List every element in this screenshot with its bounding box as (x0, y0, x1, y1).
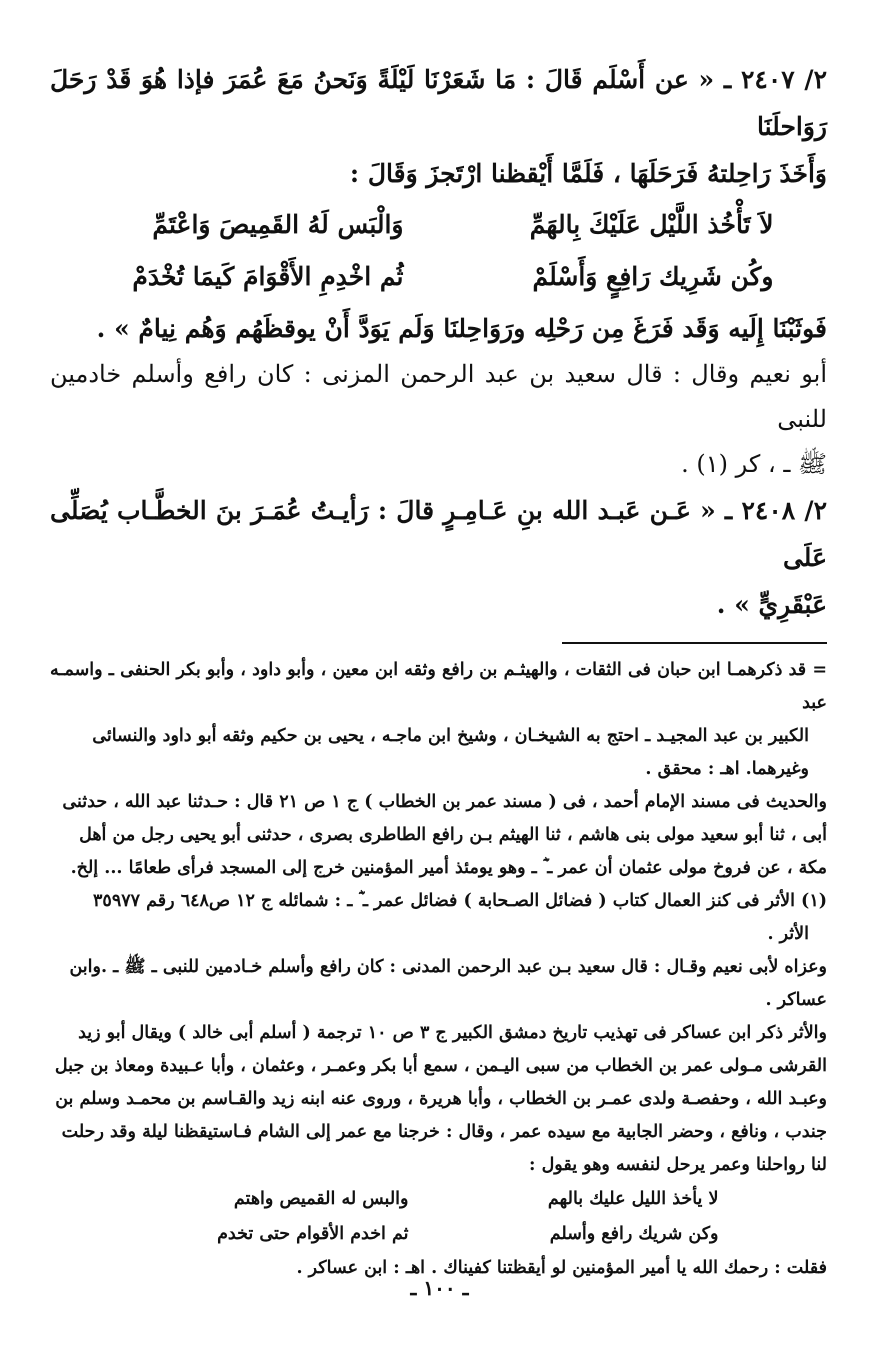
footnote-divider (562, 642, 827, 644)
attribution-note (50, 352, 827, 487)
verse-hemistich-left: ثُم اخْدِمِ الأَقْوَامَ كَيمَا تُخْدَمْ (132, 262, 404, 291)
hadith-2407-line1: ٢/ ٢٤٠٧ ـ « عن أَسْلَم قَالَ : مَا شَعَرْنَا لَيْلَةً وَنَحنُ مَعَ عُمَرَ فإذا هُوَ قَدْ رَحَلَ رَوَاحلَنَا (50, 65, 827, 141)
footnote-para: = قد ذكرهمـا ابن حبان فى الثقات ، والهيثـم بن رافع وثقه ابن معين ، وأبو داود ، وأبو بكر الحنفى ـ واسمـه عبد (50, 660, 827, 713)
verse-row (50, 199, 827, 251)
footnote-para: عساكر . (765, 990, 827, 1010)
footnote-verse: ثم اخدم الأقوام حتى تخدم (217, 1224, 409, 1244)
poem-verses (50, 199, 827, 303)
verse-hemistich-left: وَالْبَس لَهُ القَمِيصَ وَاعْتَمِّ (152, 210, 404, 239)
hadith-2407 (50, 56, 827, 197)
hadith-2408-line1: ٢/ ٢٤٠٨ ـ « عَـن عَبـد الله بنِ عَـامِـرٍ قالَ : رَأيـتُ عُمَـرَ بنَ الخطَّـاب يُصَلِّى عَلَى (50, 496, 827, 572)
hadith-2408-line2: عَبْقَرِيٍّ » . (716, 590, 827, 619)
footnote-para: مكة ، عن فروخ مولى عثمان أن عمر ـ ؓ ـ وهو يومئذ أمير المؤمنين خرج إلى المسجد فرأى طعامًا ... إلخ. (70, 858, 827, 878)
footnote-para: (١) الأثر فى كنز العمال كتاب ( فضائل الصـحابة ) فضائل عمر ـ ؓ ـ : شمائله ج ١٢ ص٦٤٨ رقم ٣٥٩٧٧ (93, 891, 827, 911)
footnote-para: والحديث فى مسند الإمام أحمد ، فى ( مسند عمر بن الخطاب ) ج ١ ص ٢١ قال : حـدثنا عبد الله ، حدثنى (62, 792, 827, 812)
verse-row (50, 251, 827, 303)
footnote-para: وعزاه لأبى نعيم وقـال : قال سعيد بـن عبد الرحمن المدنى : كان رافع وأسلم خـادمين للنبى ـ ﷺ ـ .وابن (69, 957, 827, 977)
attribution-line1: أبو نعيم وقال : قال سعيد بن عبد الرحمن المزنى : كان رافع وأسلم خادمين للنبى (50, 360, 827, 433)
footnote-para: وعبـد الله ، وحفصـة ولدى عمـر بن الخطاب ، وأبا هريرة ، وروى عنه ابنه زيد والقـاسم بن محمـد وسلم بن (55, 1089, 827, 1109)
footnote-verses (50, 1182, 827, 1252)
footnote-para: القرشى مـولى عمر بن الخطاب من سبى اليـمن ، سمع أبا بكر وعمـر ، وعثمان ، وأبا عـبيدة ومعاذ بن جبل (54, 1056, 827, 1076)
footnote-verses-left (159, 1182, 409, 1252)
hadith-2407-line2: وَأَخَذَ رَاحِلتهُ فَرَحَلَهَا ، فَلَمَّا أَيْقظنا ارْتَجزَ وَقَالَ : (349, 159, 827, 188)
hadith-2408 (50, 487, 827, 628)
footnote-verse: وكن شريك رافع وأسلم (549, 1224, 719, 1244)
footnote-para: والأثر ذكر ابن عساكر فى تهذيب تاريخ دمشق الكبير ج ٣ ص ١٠ ترجمة ( أسلم أبى خالد ) ويقال أبو زيد (78, 1023, 827, 1043)
footnote-para: جندب ، ونافع ، وحضر الجابية مع سيده عمر ، وقال : خرجنا مع عمر إلى الشام فـاستيقظنا ليلة وقد رحلت (61, 1122, 827, 1142)
after-verses-text: فَوثَبْنَا إِلَيه وَقَد فَرَغَ مِن رَحْلِه ورَوَاحِلنَا وَلَم يَوَدَّ أَنْ يوقظَهُم وَهُم نِيامٌ » . (96, 314, 827, 343)
footnotes (50, 654, 827, 1285)
main-text (50, 56, 827, 628)
footnote-para: وغيرهما. اهـ : محقق . (645, 759, 809, 779)
footnote-para: أبى ، ثنا أبو سعيد مولى بنى هاشم ، ثنا الهيثم بـن رافع الطاطرى بصرى ، حدثنى أبو يحيى رجل من أهل (79, 825, 827, 845)
footnote-para: لنا رواحلنا وعمر يرحل لنفسه وهو يقول : (529, 1155, 827, 1175)
footnote-para: الكبير بن عبد المجيـد ـ احتج به الشيخـان ، وشيخ ابن ماجـه ، يحيى بن حكيم وثقه أبو داود والنسائى (92, 726, 809, 746)
footnote-verses-right (469, 1182, 719, 1252)
attribution-line2: ﷺ ـ ، كر (١) . (681, 450, 827, 478)
verse-hemistich-right: لاَ تَأْخُذ اللَّيْل عَلَيْكَ بِالهَمِّ (529, 210, 774, 239)
footnote-para: فقلت : رحمك الله يا أمير المؤمنين لو أيقظتنا كفيناك . اهـ : ابن عساكر . (296, 1258, 827, 1278)
footnote-verse: لا يأخذ الليل عليك بالهم (547, 1189, 719, 1209)
verse-hemistich-right: وكُن شَرِيك رَافِعٍ وَأَسْلَمْ (532, 262, 774, 291)
footnote-para: الأثر . (767, 924, 809, 944)
footnote-verse: والبس له القميص واهتم (233, 1189, 409, 1209)
page-number: ـ ١٠٠ ـ (410, 1276, 469, 1300)
